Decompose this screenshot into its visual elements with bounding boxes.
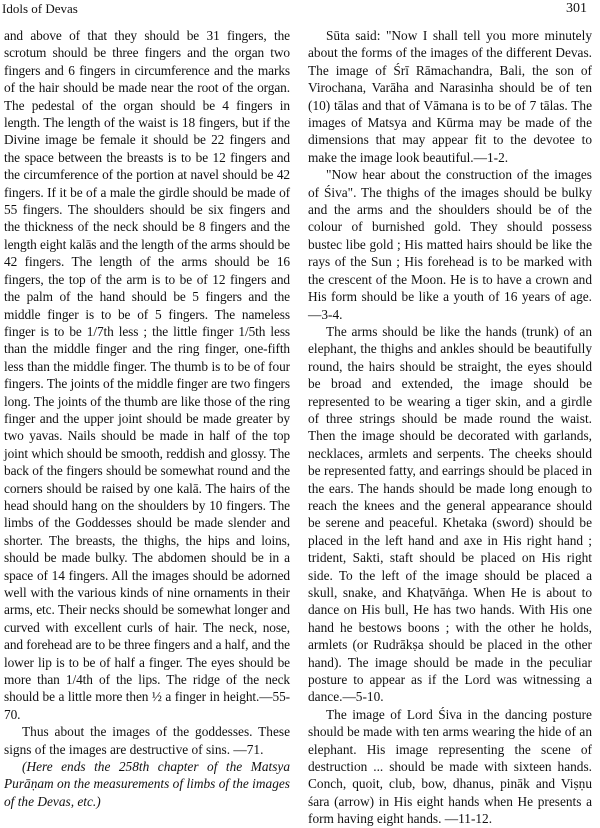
right-paragraph-2: "Now hear about the construction of the images of Śiva". The thighs of the images should be bulky and the arms and the shoulders should be of the colour of burnished gold. They should possess bustec libe gold ; His matted hairs should be like the rays of the Sun ; His forehead is to be marked with the crescent of the Moon. He is to have a crown and His form should be like a youth of 16 years of age. —3-4. bbox=[308, 167, 592, 322]
right-paragraph-4: The image of Lord Śiva in the dancing posture should be made with ten arms wearing the hide of an elephant. His image representing the scene of destruction ... should be made with sixteen hands. Conch, quoit, club, bow, dhanus, pināk and Viṣṇu śara (arrow) in His eight hands when He presents a form having eight hands. —11-12. bbox=[308, 706, 592, 827]
chapter-end-note: (Here ends the 258th chapter of the Matsya Purāṇam on the measurements of limbs of the images of the Devas, etc.) bbox=[4, 759, 290, 809]
left-paragraph-1: and above of that they should be 31 fingers, the scrotum should be three fingers and the organ two fingers and 6 fingers in circumference and the marks of the hair should be made near the root of the organ. The pedestal of the organ should be 4 fingers in length. The length of the waist is 18 fingers, but if the Divine image be female it should be 22 fingers and the space between the breasts is to be 12 fingers and the circumference of the portion at navel should be 42 fingers. If it be of a male the girdle should be made of 55 fingers. The shoulders should be six fingers and the thickness of the neck should be 8 fingers and the length eight kalās and the length of the arms should be 42 fingers. The length of the arms should be 16 fingers, the top of the arm is to be of 12 fingers and the palm of the hand should be 5 fingers and the middle finger is to be of 5 fingers. The nameless finger is to be 1/7th less ; the little finger 1/5th less than the middle finger and the ring finger, one-fifth less than the middle finger. The thumb is to be of four fingers. The joints of the middle finger are two fingers long. The joints of the thumb are like those of the ring finger and the upper joint should be made greater by two yavas. Nails should be made in half of the top joint which should be smooth, reddish and glossy. The back of the fingers should be somewhat round and the corners should be raised by one kalā. The hairs of the head should hang on the shoulders by 10 fingers. The limbs of the Goddesses should be made slender and shorter. The breasts, the thighs, the hips and loins, should be made bulky. The abdomen should be in a space of 14 fingers. All the images should be adorned well with the various kinds of nine ornaments in their arms, etc. Their necks should be somewhat longer and curved with excellent curls of hair. The neck, nose, and forehead are to be three fingers and a half, and the lower lip is to be of half a finger. The eyes should be more than 1/4th of the lips. The ridge of the neck should be a little more then ½ a finger in height.—55-70. bbox=[4, 28, 290, 722]
page-header bbox=[0, 0, 600, 20]
right-paragraph-3: The arms should be like the hands (trunk) of an elephant, the thighs and ankles should be beautifully round, the hairs should be straight, the eyes should be broad and extended, the image should be represented to be wearing a tiger skin, and a girdle of three strings should be made round the waist. Then the image should be decorated with garlands, necklaces, armlets and serpents. The cheeks should be represented fatty, and earrings should be placed in the ears. The hands should be made long enough to reach the knees and the general appearance should be serene and peaceful. Khetaka (sword) should be placed in the left hand and axe in His right hand ; trident, Sakti, staft should be placed on His right side. To the left of the image should be placed a skull, snake, and Khaṭvāṅga. When He is about to dance on His bull, He has two hands. With His one hand he bestows boons ; with the other he holds, armlets (or Rudrākṣa should be placed in the other hand). The image should be made in the peculiar posture to appear as if the Lord was witnessing a dance.—5-10. bbox=[308, 323, 592, 705]
running-title: Idols of Devas bbox=[2, 1, 78, 16]
page-number: 301 bbox=[566, 1, 587, 16]
right-paragraph-1: Sūta said: "Now I shall tell you more minutely about the forms of the images of the different Devas. The image of Śrī Rāmachandra, Bali, the son of Virochana, Varāha and Narasinha should be of ten (10) tālas and that of Vāmana is to be of 7 tālas. The images of Matsya and Kūrma may be made of the dimensions that may appear fit to the devotee to make the image look beautiful.—1-2. bbox=[308, 28, 592, 165]
right-column bbox=[308, 27, 592, 828]
left-paragraph-2: Thus about the images of the goddesses. These signs of the images are destructive of sins. —71. bbox=[4, 724, 290, 757]
left-column bbox=[4, 27, 290, 810]
